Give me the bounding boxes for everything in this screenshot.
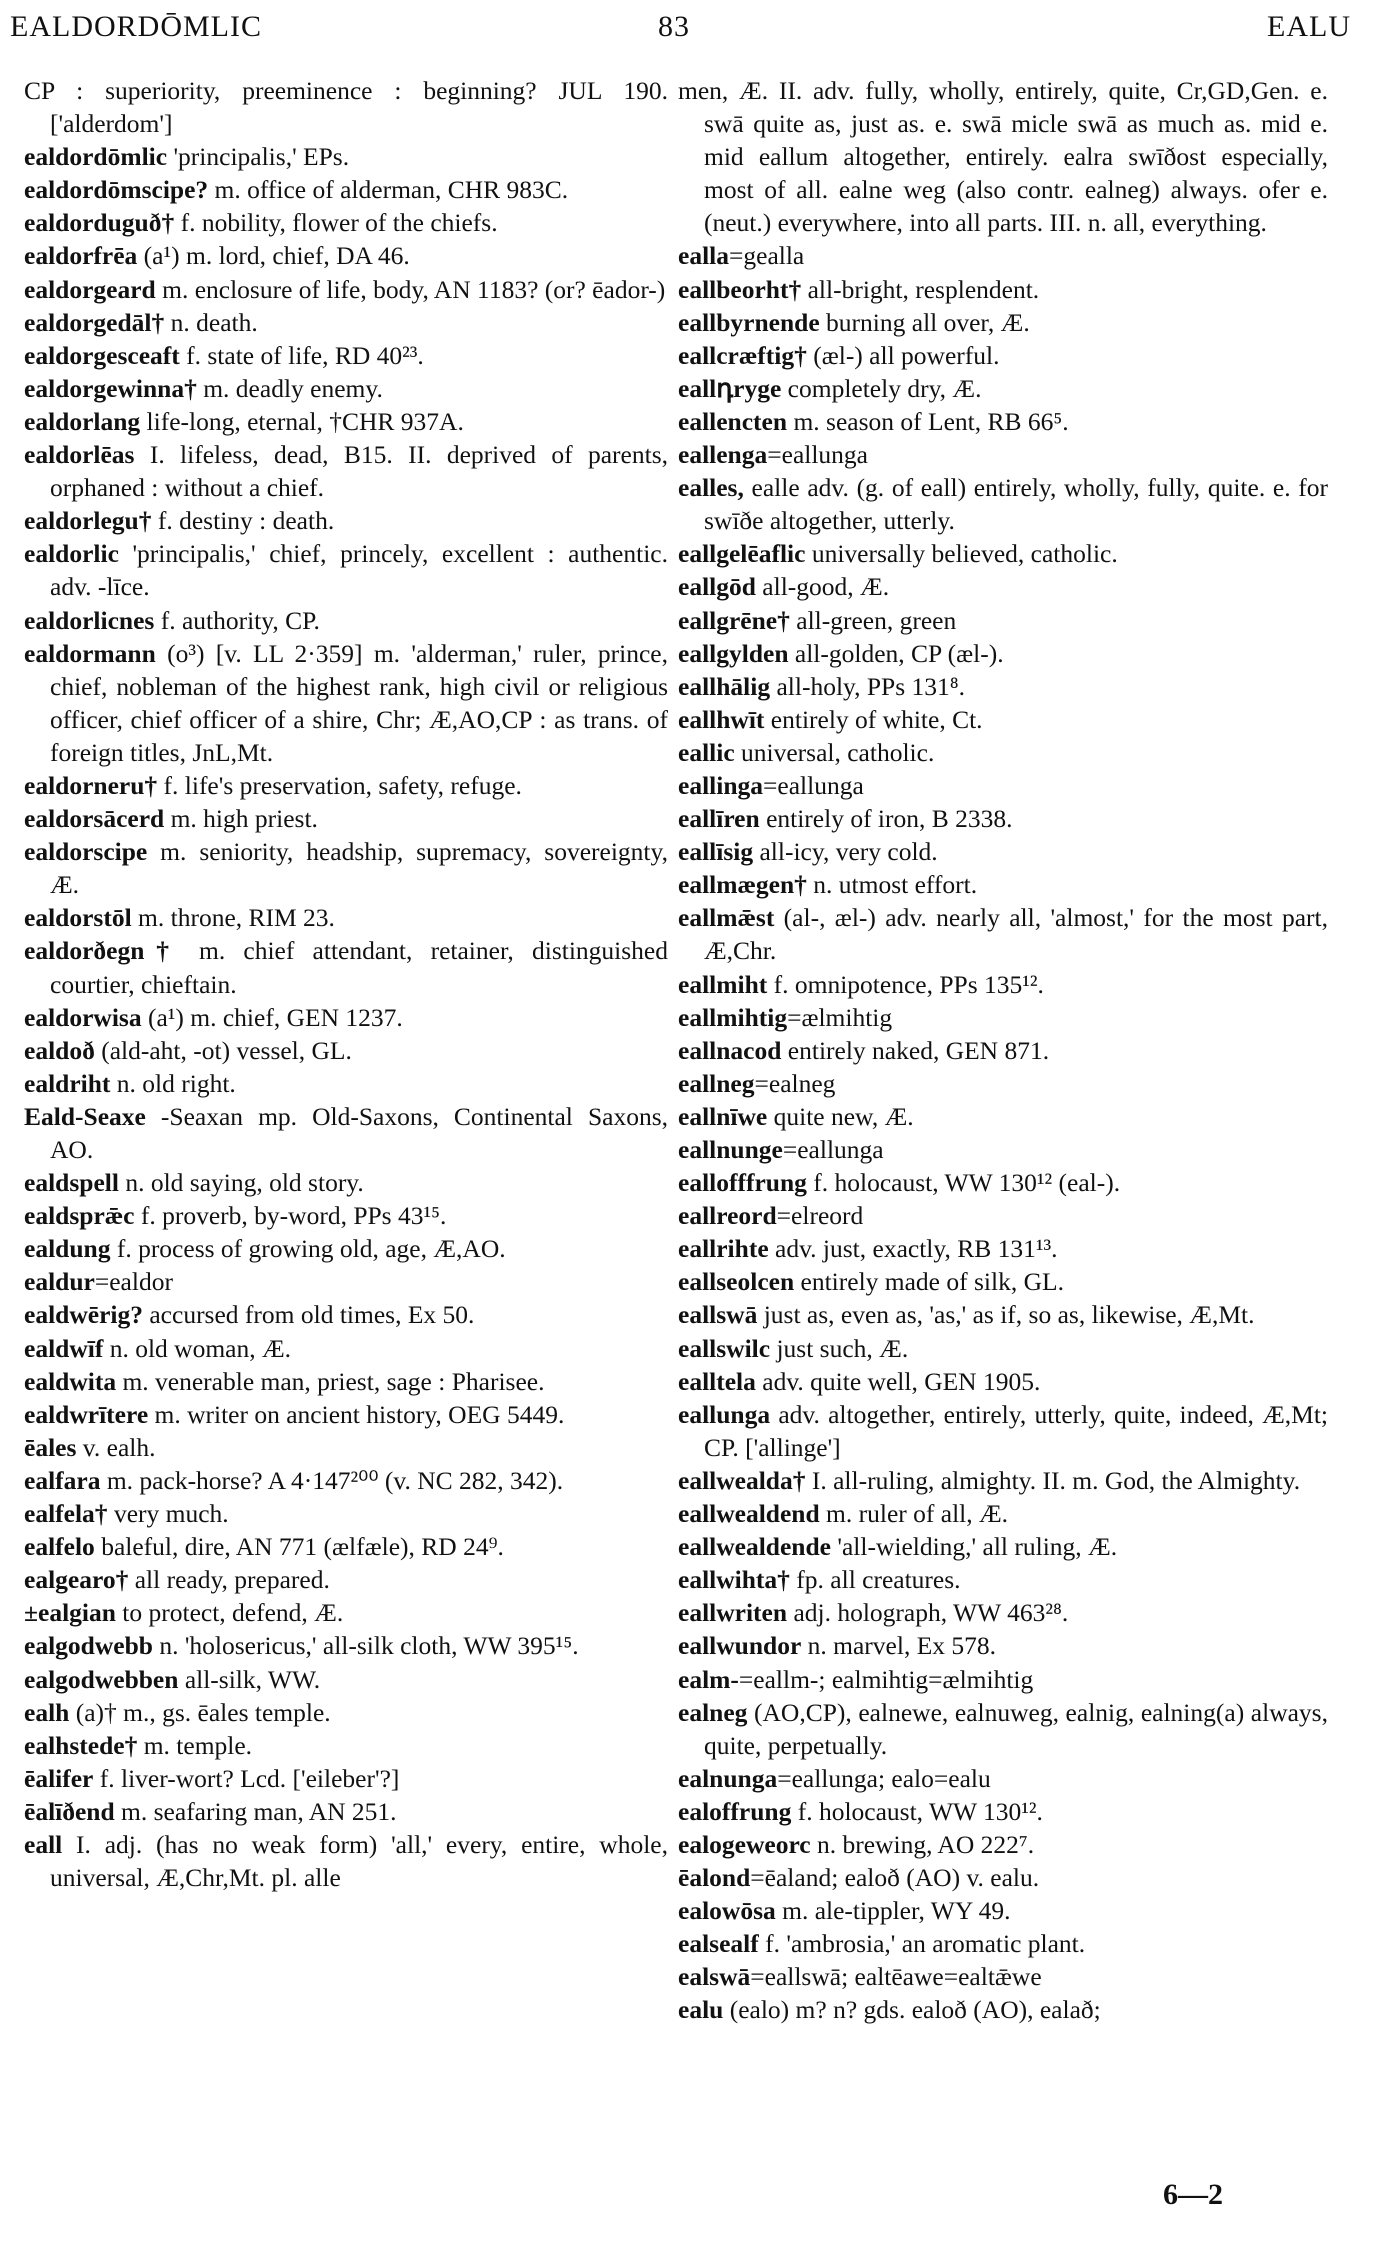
entry-headword: eallnacod <box>678 1035 782 1065</box>
dictionary-entry <box>24 1828 668 1894</box>
dictionary-entry <box>678 835 1328 868</box>
entry-definition: all-good, Æ. <box>755 572 890 602</box>
entry-definition: m. enclosure of life, body, AN 1183? (or? ēador-) <box>155 274 666 304</box>
entry-headword: ealh <box>24 1697 70 1727</box>
entry-headword: eallmiht <box>678 969 768 999</box>
entry-definition: =elreord <box>776 1201 864 1231</box>
entry-definition: =eallunga <box>782 1135 884 1164</box>
dictionary-entry <box>678 74 1328 239</box>
entry-definition: v. ealh. <box>76 1432 156 1462</box>
entry-definition: (æl-) all powerful. <box>806 340 1000 370</box>
entry-definition: adj. holograph, WW 463²⁸. <box>787 1598 1069 1628</box>
entry-headword: eallhwīt <box>678 704 765 734</box>
entry-definition: (a¹) m. chief, GEN 1237. <box>141 1002 403 1032</box>
entry-headword: eallneg <box>678 1068 755 1098</box>
entry-headword: ealdriht <box>24 1068 111 1098</box>
dictionary-entry <box>24 1663 668 1696</box>
entry-definition: I. adj. (has no weak form) 'all,' every, entire, whole, universal, Æ,Chr,Mt. pl. alle <box>50 1829 668 1893</box>
entry-definition: m. throne, RIM 23. <box>131 903 335 933</box>
entry-definition: all-green, green <box>789 605 957 635</box>
left-column <box>24 74 668 1894</box>
dictionary-entry <box>24 802 668 835</box>
entry-definition: I. lifeless, dead, B15. II. deprived of parents, orphaned : without a chief. <box>50 440 668 503</box>
dictionary-entry <box>678 1629 1328 1662</box>
dictionary-entry <box>678 1993 1328 2026</box>
entry-definition: (o³) [v. LL 2·359] m. 'alderman,' ruler, prince, chief, nobleman of the highest rank, high civil or religious officer, chief officer of a shire, Chr; Æ,AO,CP : as trans. of foreign titles, JnL,Mt. <box>50 638 668 767</box>
dictionary-entry <box>24 239 668 272</box>
entry-headword: ealgearo† <box>24 1565 129 1595</box>
entry-headword: ealneg <box>678 1697 748 1727</box>
dictionary-entry <box>24 438 668 504</box>
entry-definition: m. ale-tippler, WY 49. <box>775 1896 1011 1926</box>
dictionary-entry <box>24 1067 668 1100</box>
dictionary-entry <box>678 405 1328 438</box>
entry-headword: ealdwita <box>24 1366 117 1396</box>
dictionary-entry <box>24 1100 668 1166</box>
dictionary-entry <box>24 1365 668 1398</box>
entry-definition: fp. all creatures. <box>789 1565 961 1595</box>
entry-definition: adv. quite well, GEN 1905. <box>755 1366 1041 1396</box>
entry-definition: m. temple. <box>137 1730 253 1760</box>
entry-headword: ealdorfrēa <box>24 241 138 271</box>
entry-headword: ealdordōmscipe? <box>24 175 209 205</box>
entry-headword: ealnunga <box>678 1763 778 1793</box>
entry-headword: ēales <box>24 1432 77 1462</box>
entry-headword: eallunga <box>678 1399 771 1429</box>
dictionary-entry <box>678 1596 1328 1629</box>
entry-headword: ealdorðegn† <box>24 936 181 966</box>
entry-definition: all-icy, very cold. <box>753 837 938 867</box>
entry-headword: ealdorduguð† <box>24 208 175 238</box>
entry-definition: just as, even as, 'as,' as if, so as, likewise, Æ,Mt. <box>757 1300 1255 1330</box>
entry-headword: eallencten <box>678 406 788 436</box>
dictionary-entry <box>24 173 668 206</box>
entry-definition: CP : superiority, preeminence : beginning? JUL 190. ['alderdom'] <box>24 76 668 139</box>
entry-headword: ēalīðend <box>24 1796 115 1826</box>
entry-definition: adv. just, exactly, RB 131¹³. <box>768 1234 1058 1264</box>
entry-definition: just such, Æ. <box>770 1333 909 1363</box>
entry-definition: 'principalis,' EPs. <box>167 142 350 172</box>
entry-definition: f. liver-wort? Lcd. ['eileber'?] <box>93 1763 400 1793</box>
entry-headword: ealdorlic <box>24 539 119 569</box>
entry-headword: ealdorstōl <box>24 903 132 933</box>
entry-definition: m. deadly enemy. <box>196 373 383 403</box>
dictionary-entry <box>24 1497 668 1530</box>
entry-definition: =gealla <box>729 241 805 271</box>
entry-definition: =eallm-; ealmihtig=ælmihtig <box>738 1664 1034 1694</box>
dictionary-entry <box>678 703 1328 736</box>
dictionary-entry <box>24 835 668 901</box>
dictionary-entry <box>678 372 1328 405</box>
entry-headword: ealdorlang <box>24 406 141 436</box>
dictionary-entry <box>24 1530 668 1563</box>
dictionary-entry <box>678 637 1328 670</box>
dictionary-entry <box>678 1166 1328 1199</box>
entry-definition: (al-, æl-) adv. nearly all, 'almost,' for the most part, Æ,Chr. <box>704 903 1328 966</box>
dictionary-entry <box>678 570 1328 603</box>
dictionary-entry <box>678 1133 1328 1166</box>
page-number: 83 <box>658 10 690 43</box>
entry-definition: (ealo) m? n? gds. ealoð (AO), ealað; <box>723 1995 1101 2025</box>
entry-headword: ealdwīf <box>24 1333 104 1363</box>
entry-headword: eallīsig <box>678 837 754 867</box>
entry-definition: f. life's preservation, safety, refuge. <box>157 770 522 800</box>
entry-headword: ealdorlegu† <box>24 506 152 536</box>
dictionary-entry <box>24 1034 668 1067</box>
dictionary-entry <box>678 1034 1328 1067</box>
entry-definition: =eallswā; ealtēawe=ealtǣwe <box>750 1962 1042 1992</box>
entry-definition: all-bright, resplendent. <box>801 274 1040 304</box>
entry-definition: f. omnipotence, PPs 135¹². <box>767 969 1044 999</box>
dictionary-entry <box>24 1795 668 1828</box>
dictionary-entry <box>24 504 668 537</box>
entry-headword: ealdorlēas <box>24 440 135 470</box>
dictionary-entry <box>678 1464 1328 1497</box>
entry-headword: ealgodwebb <box>24 1631 153 1661</box>
dictionary-entry <box>24 1332 668 1365</box>
entry-definition: (a¹) m. lord, chief, DA 46. <box>137 241 410 271</box>
entry-definition: n. brewing, AO 222⁷. <box>810 1829 1035 1859</box>
dictionary-entry <box>24 1762 668 1795</box>
entry-headword: ealfelo <box>24 1532 95 1562</box>
entry-headword: eallcræftig† <box>678 340 807 370</box>
dictionary-entry <box>678 1298 1328 1331</box>
page-header <box>0 10 1379 50</box>
entry-definition: 'principalis,' chief, princely, excellent : authentic. adv. -līce. <box>50 539 668 602</box>
entry-headword: ealdorneru† <box>24 770 158 800</box>
entry-headword: eallwundor <box>678 1631 802 1661</box>
dictionary-entry <box>678 1563 1328 1596</box>
entry-definition: n. death. <box>164 307 258 337</box>
dictionary-entry <box>678 1762 1328 1795</box>
dictionary-entry <box>678 1332 1328 1365</box>
dictionary-entry <box>24 901 668 934</box>
dictionary-entry <box>678 1265 1328 1298</box>
dictionary-entry <box>678 1861 1328 1894</box>
entry-definition: n. old saying, old story. <box>118 1168 364 1198</box>
entry-definition: f. state of life, RD 40²³. <box>179 340 424 370</box>
dictionary-entry <box>24 1001 668 1034</box>
entry-definition: f. process of growing old, age, Æ,AO. <box>110 1234 506 1264</box>
dictionary-entry <box>24 1431 668 1464</box>
entry-headword: ealdorscipe <box>24 837 148 867</box>
entry-headword: eallīren <box>678 804 760 834</box>
entry-headword: ealdorgedāl† <box>24 307 165 337</box>
dictionary-entry <box>678 670 1328 703</box>
entry-definition: all-silk, WW. <box>178 1664 321 1694</box>
entry-definition: (AO,CP), ealnewe, ealnuweg, ealnig, ealning(a) always, quite, perpetually. <box>704 1697 1328 1760</box>
entry-headword: eallswā <box>678 1300 758 1330</box>
entry-definition: f. 'ambrosia,' an aromatic plant. <box>758 1929 1086 1959</box>
entry-headword: eallmǣst <box>678 903 775 933</box>
entry-headword: ealhstede† <box>24 1730 138 1760</box>
entry-definition: m. chief attendant, retainer, distinguished courtier, chieftain. <box>50 936 668 999</box>
entry-definition: universally believed, catholic. <box>805 539 1118 569</box>
entry-headword: ealowōsa <box>678 1896 776 1926</box>
entry-headword: eallbyrnende <box>678 307 820 337</box>
entry-definition: =ealneg <box>754 1068 836 1098</box>
entry-definition: =eallunga; ealo=ealu <box>777 1763 991 1793</box>
dictionary-entry <box>678 1828 1328 1861</box>
entry-headword: eallseolcen <box>678 1267 795 1297</box>
entry-headword: ealogeweorc <box>678 1829 811 1859</box>
dictionary-entry <box>678 802 1328 835</box>
entry-definition: to protect, defend, Æ. <box>115 1598 344 1628</box>
dictionary-entry <box>678 1199 1328 1232</box>
signature-mark: 6—2 <box>1163 2178 1223 2211</box>
dictionary-entry <box>24 273 668 306</box>
entry-definition: all-holy, PPs 131⁸. <box>770 671 966 701</box>
dictionary-entry <box>678 1100 1328 1133</box>
dictionary-entry <box>678 968 1328 1001</box>
entry-headword: ealdordōmlic <box>24 142 168 172</box>
dictionary-entry <box>678 604 1328 637</box>
entry-headword: eallreord <box>678 1201 777 1231</box>
dictionary-entry <box>24 306 668 339</box>
entry-definition: =eallunga <box>767 440 869 470</box>
dictionary-entry <box>678 537 1328 570</box>
dictionary-entry <box>24 637 668 769</box>
dictionary-entry <box>24 74 668 140</box>
entry-definition: n. utmost effort. <box>806 870 978 900</box>
dictionary-entry <box>24 1298 668 1331</box>
entry-headword: eallmægen† <box>678 870 807 900</box>
entry-headword: ealles, <box>678 473 744 503</box>
dictionary-entry <box>678 1927 1328 1960</box>
entry-definition: n. old right. <box>110 1068 236 1098</box>
dictionary-entry <box>24 1729 668 1762</box>
entry-headword: ealdspell <box>24 1168 119 1198</box>
entry-definition: 'all-wielding,' all ruling, Æ. <box>831 1532 1118 1562</box>
entry-definition: =ælmihtig <box>787 1002 893 1032</box>
entry-headword: eallwihta† <box>678 1565 790 1595</box>
entry-definition: entirely made of silk, GL. <box>794 1267 1064 1297</box>
dictionary-entry <box>678 1530 1328 1563</box>
dictionary-entry <box>678 769 1328 802</box>
entry-headword: ealdung <box>24 1234 111 1264</box>
dictionary-entry <box>678 273 1328 306</box>
entry-headword: ealdormann <box>24 638 156 668</box>
dictionary-entry <box>24 1596 668 1629</box>
entry-definition: quite new, Æ. <box>767 1101 914 1131</box>
entry-headword: eallinga <box>678 770 764 800</box>
entry-definition: m. writer on ancient history, OEG 5449. <box>148 1399 565 1429</box>
dictionary-entry <box>678 239 1328 272</box>
entry-headword: ealu <box>678 1995 724 2025</box>
entry-headword: ealdsprǣc <box>24 1201 135 1231</box>
entry-definition: entirely of white, Ct. <box>764 704 983 734</box>
dictionary-entry <box>678 1894 1328 1927</box>
entry-headword: ealla <box>678 241 729 271</box>
dictionary-entry <box>678 1663 1328 1696</box>
dictionary-entry <box>24 1398 668 1431</box>
entry-headword: ealdwrītere <box>24 1399 149 1429</box>
dictionary-entry <box>678 1398 1328 1464</box>
entry-definition: f. holocaust, WW 130¹². <box>791 1796 1043 1826</box>
dictionary-entry <box>24 1166 668 1199</box>
entry-headword: ealdur <box>24 1267 95 1297</box>
dictionary-entry <box>678 471 1328 537</box>
entry-definition: m. office of alderman, CHR 983C. <box>208 175 569 205</box>
entry-definition: =ealdor <box>94 1267 173 1297</box>
entry-headword: ealdorlicnes <box>24 605 155 635</box>
dictionary-entry <box>24 537 668 603</box>
dictionary-entry <box>678 868 1328 901</box>
dictionary-entry <box>24 1265 668 1298</box>
dictionary-entry <box>678 306 1328 339</box>
dictionary-entry <box>678 1067 1328 1100</box>
dictionary-entry <box>24 1696 668 1729</box>
entry-definition: n. old woman, Æ. <box>103 1333 292 1363</box>
entry-definition: life-long, eternal, †CHR 937A. <box>140 406 464 436</box>
entry-headword: eallgylden <box>678 638 789 668</box>
dictionary-entry <box>24 206 668 239</box>
dictionary-entry <box>24 1199 668 1232</box>
entry-definition: -Seaxan mp. Old-Saxons, Continental Saxons, AO. <box>50 1101 668 1164</box>
entry-definition: m. seafaring man, AN 251. <box>114 1796 397 1826</box>
header-right-guideword: EALU <box>1267 10 1351 43</box>
entry-headword: ealm- <box>678 1664 739 1694</box>
dictionary-entry <box>24 1629 668 1662</box>
entry-definition: completely dry, Æ. <box>781 373 982 403</box>
dictionary-entry <box>24 1232 668 1265</box>
dictionary-entry <box>24 934 668 1000</box>
entry-definition: all-golden, CP (æl-). <box>788 638 1004 668</box>
entry-definition: adv. altogether, entirely, utterly, quite, indeed, Æ,Mt; CP. ['allinge'] <box>704 1399 1328 1462</box>
dictionary-entry <box>678 438 1328 471</box>
entry-headword: ealdorsācerd <box>24 804 165 834</box>
dictionary-entry <box>678 1960 1328 1993</box>
entry-headword: eall <box>24 1829 63 1859</box>
entry-definition: f. destiny : death. <box>151 506 335 536</box>
entry-headword: eallenga <box>678 440 768 470</box>
dictionary-entry <box>678 1696 1328 1762</box>
entry-headword: ealfara <box>24 1465 101 1495</box>
dictionary-entry <box>678 1795 1328 1828</box>
dictionary-entry <box>24 372 668 405</box>
entry-headword: ±ealgian <box>24 1598 116 1628</box>
entry-headword: eallhālig <box>678 671 771 701</box>
entry-headword: eallofffrung <box>678 1168 807 1198</box>
entry-definition: (ald-aht, -ot) vessel, GL. <box>94 1035 352 1065</box>
entry-headword: ealsealf <box>678 1929 759 1959</box>
entry-definition: entirely of iron, B 2338. <box>759 804 1013 834</box>
entry-headword: eallic <box>678 737 735 767</box>
entry-definition: very much. <box>107 1499 229 1529</box>
entry-definition: m. seniority, headship, supremacy, sovereignty, Æ. <box>50 837 668 900</box>
entry-headword: ealdwērig? <box>24 1300 143 1330</box>
dictionary-entry <box>24 604 668 637</box>
entry-headword: eallgrēne† <box>678 605 790 635</box>
dictionary-entry <box>678 736 1328 769</box>
entry-headword: eallwealdend <box>678 1499 820 1529</box>
dictionary-entry <box>24 405 668 438</box>
entry-definition: burning all over, Æ. <box>819 307 1030 337</box>
entry-definition: universal, catholic. <box>734 737 935 767</box>
dictionary-entry <box>24 1563 668 1596</box>
entry-definition: m. pack-horse? A 4·147²⁰⁰ (v. NC 282, 342). <box>100 1465 564 1495</box>
dictionary-entry <box>24 1464 668 1497</box>
entry-headword: ealoffrung <box>678 1796 792 1826</box>
entry-headword: eallwealdende <box>678 1532 831 1562</box>
entry-headword: ēalifer <box>24 1763 94 1793</box>
dictionary-entry <box>678 1497 1328 1530</box>
right-column <box>678 74 1328 2027</box>
entry-headword: ealfela† <box>24 1499 108 1529</box>
entry-definition: m. ruler of all, Æ. <box>819 1499 1009 1529</box>
entry-definition: =ēaland; ealoð (AO) v. ealu. <box>750 1863 1040 1893</box>
dictionary-entry <box>678 901 1328 967</box>
entry-definition: all ready, prepared. <box>128 1565 330 1595</box>
entry-headword: ealdorgewinna† <box>24 373 197 403</box>
entry-headword: eallgōd <box>678 572 756 602</box>
entry-definition: =eallunga <box>763 770 864 800</box>
entry-definition: I. all-ruling, almighty. II. m. God, the Almighty. <box>805 1465 1301 1495</box>
entry-headword: ealdoð <box>24 1035 95 1065</box>
entry-headword: eallnīwe <box>678 1101 768 1131</box>
entry-definition: entirely naked, GEN 871. <box>781 1035 1050 1065</box>
entry-headword: ealswā <box>678 1962 751 1992</box>
entry-headword: eallbeorht† <box>678 274 802 304</box>
entry-headword: eallnunge <box>678 1135 783 1164</box>
entry-headword: eallդryge <box>678 373 782 403</box>
entry-headword: eallmihtig <box>678 1002 788 1032</box>
entry-headword: eallgelēaflic <box>678 539 806 569</box>
entry-headword: eallswilc <box>678 1333 771 1363</box>
dictionary-entry <box>678 1232 1328 1265</box>
entry-definition: f. holocaust, WW 130¹² (eal-). <box>806 1168 1121 1198</box>
entry-definition: f. authority, CP. <box>154 605 320 635</box>
entry-definition: m. venerable man, priest, sage : Pharisee. <box>116 1366 545 1396</box>
dictionary-entry <box>24 339 668 372</box>
entry-definition: baleful, dire, AN 771 (ælfæle), RD 24⁹. <box>94 1532 504 1562</box>
entry-headword: ēalond <box>678 1863 751 1893</box>
entry-headword: eallwriten <box>678 1598 788 1628</box>
entry-headword: Eald-Seaxe <box>24 1101 146 1131</box>
entry-headword: ealdorwisa <box>24 1002 142 1032</box>
entry-headword: ealdorgeard <box>24 274 156 304</box>
entry-headword: eallwealda† <box>678 1465 806 1495</box>
entry-definition: f. proverb, by-word, PPs 43¹⁵. <box>134 1201 447 1231</box>
entry-definition: m. high priest. <box>164 804 318 834</box>
entry-headword: ealgodwebben <box>24 1664 179 1694</box>
dictionary-entry <box>24 140 668 173</box>
dictionary-entry <box>24 769 668 802</box>
entry-definition: f. nobility, flower of the chiefs. <box>174 208 498 238</box>
entry-definition: n. marvel, Ex 578. <box>801 1631 997 1661</box>
header-left-guideword: EALDORDŌMLIC <box>10 10 262 43</box>
entry-headword: ealltela <box>678 1366 756 1396</box>
entry-definition: accursed from old times, Ex 50. <box>142 1300 475 1330</box>
dictionary-entry <box>678 1365 1328 1398</box>
entry-definition: men, Æ. II. adv. fully, wholly, entirely, quite, Cr,GD,Gen. e. swā quite as, just as. e. swā micle swā as much as. mid e. mid eallum altogether, entirely. ealra swīðost especially, most of all. ealne weg (also contr. ealneg) always. ofer e. (neut.) everywhere, into all parts. III. n. all, everything. <box>678 76 1328 238</box>
dictionary-entry <box>678 1001 1328 1034</box>
entry-definition: m. season of Lent, RB 66⁵. <box>787 406 1069 436</box>
entry-headword: ealdorgesceaft <box>24 340 180 370</box>
dictionary-entry <box>678 339 1328 372</box>
entry-headword: eallrihte <box>678 1234 769 1264</box>
entry-definition: (a)† m., gs. ēales temple. <box>69 1697 331 1727</box>
entry-definition: ealle adv. (g. of eall) entirely, wholly, fully, quite. e. for swīðe altogether, utterly. <box>704 473 1328 536</box>
entry-definition: n. 'holosericus,' all-silk cloth, WW 395¹⁵. <box>152 1631 579 1661</box>
